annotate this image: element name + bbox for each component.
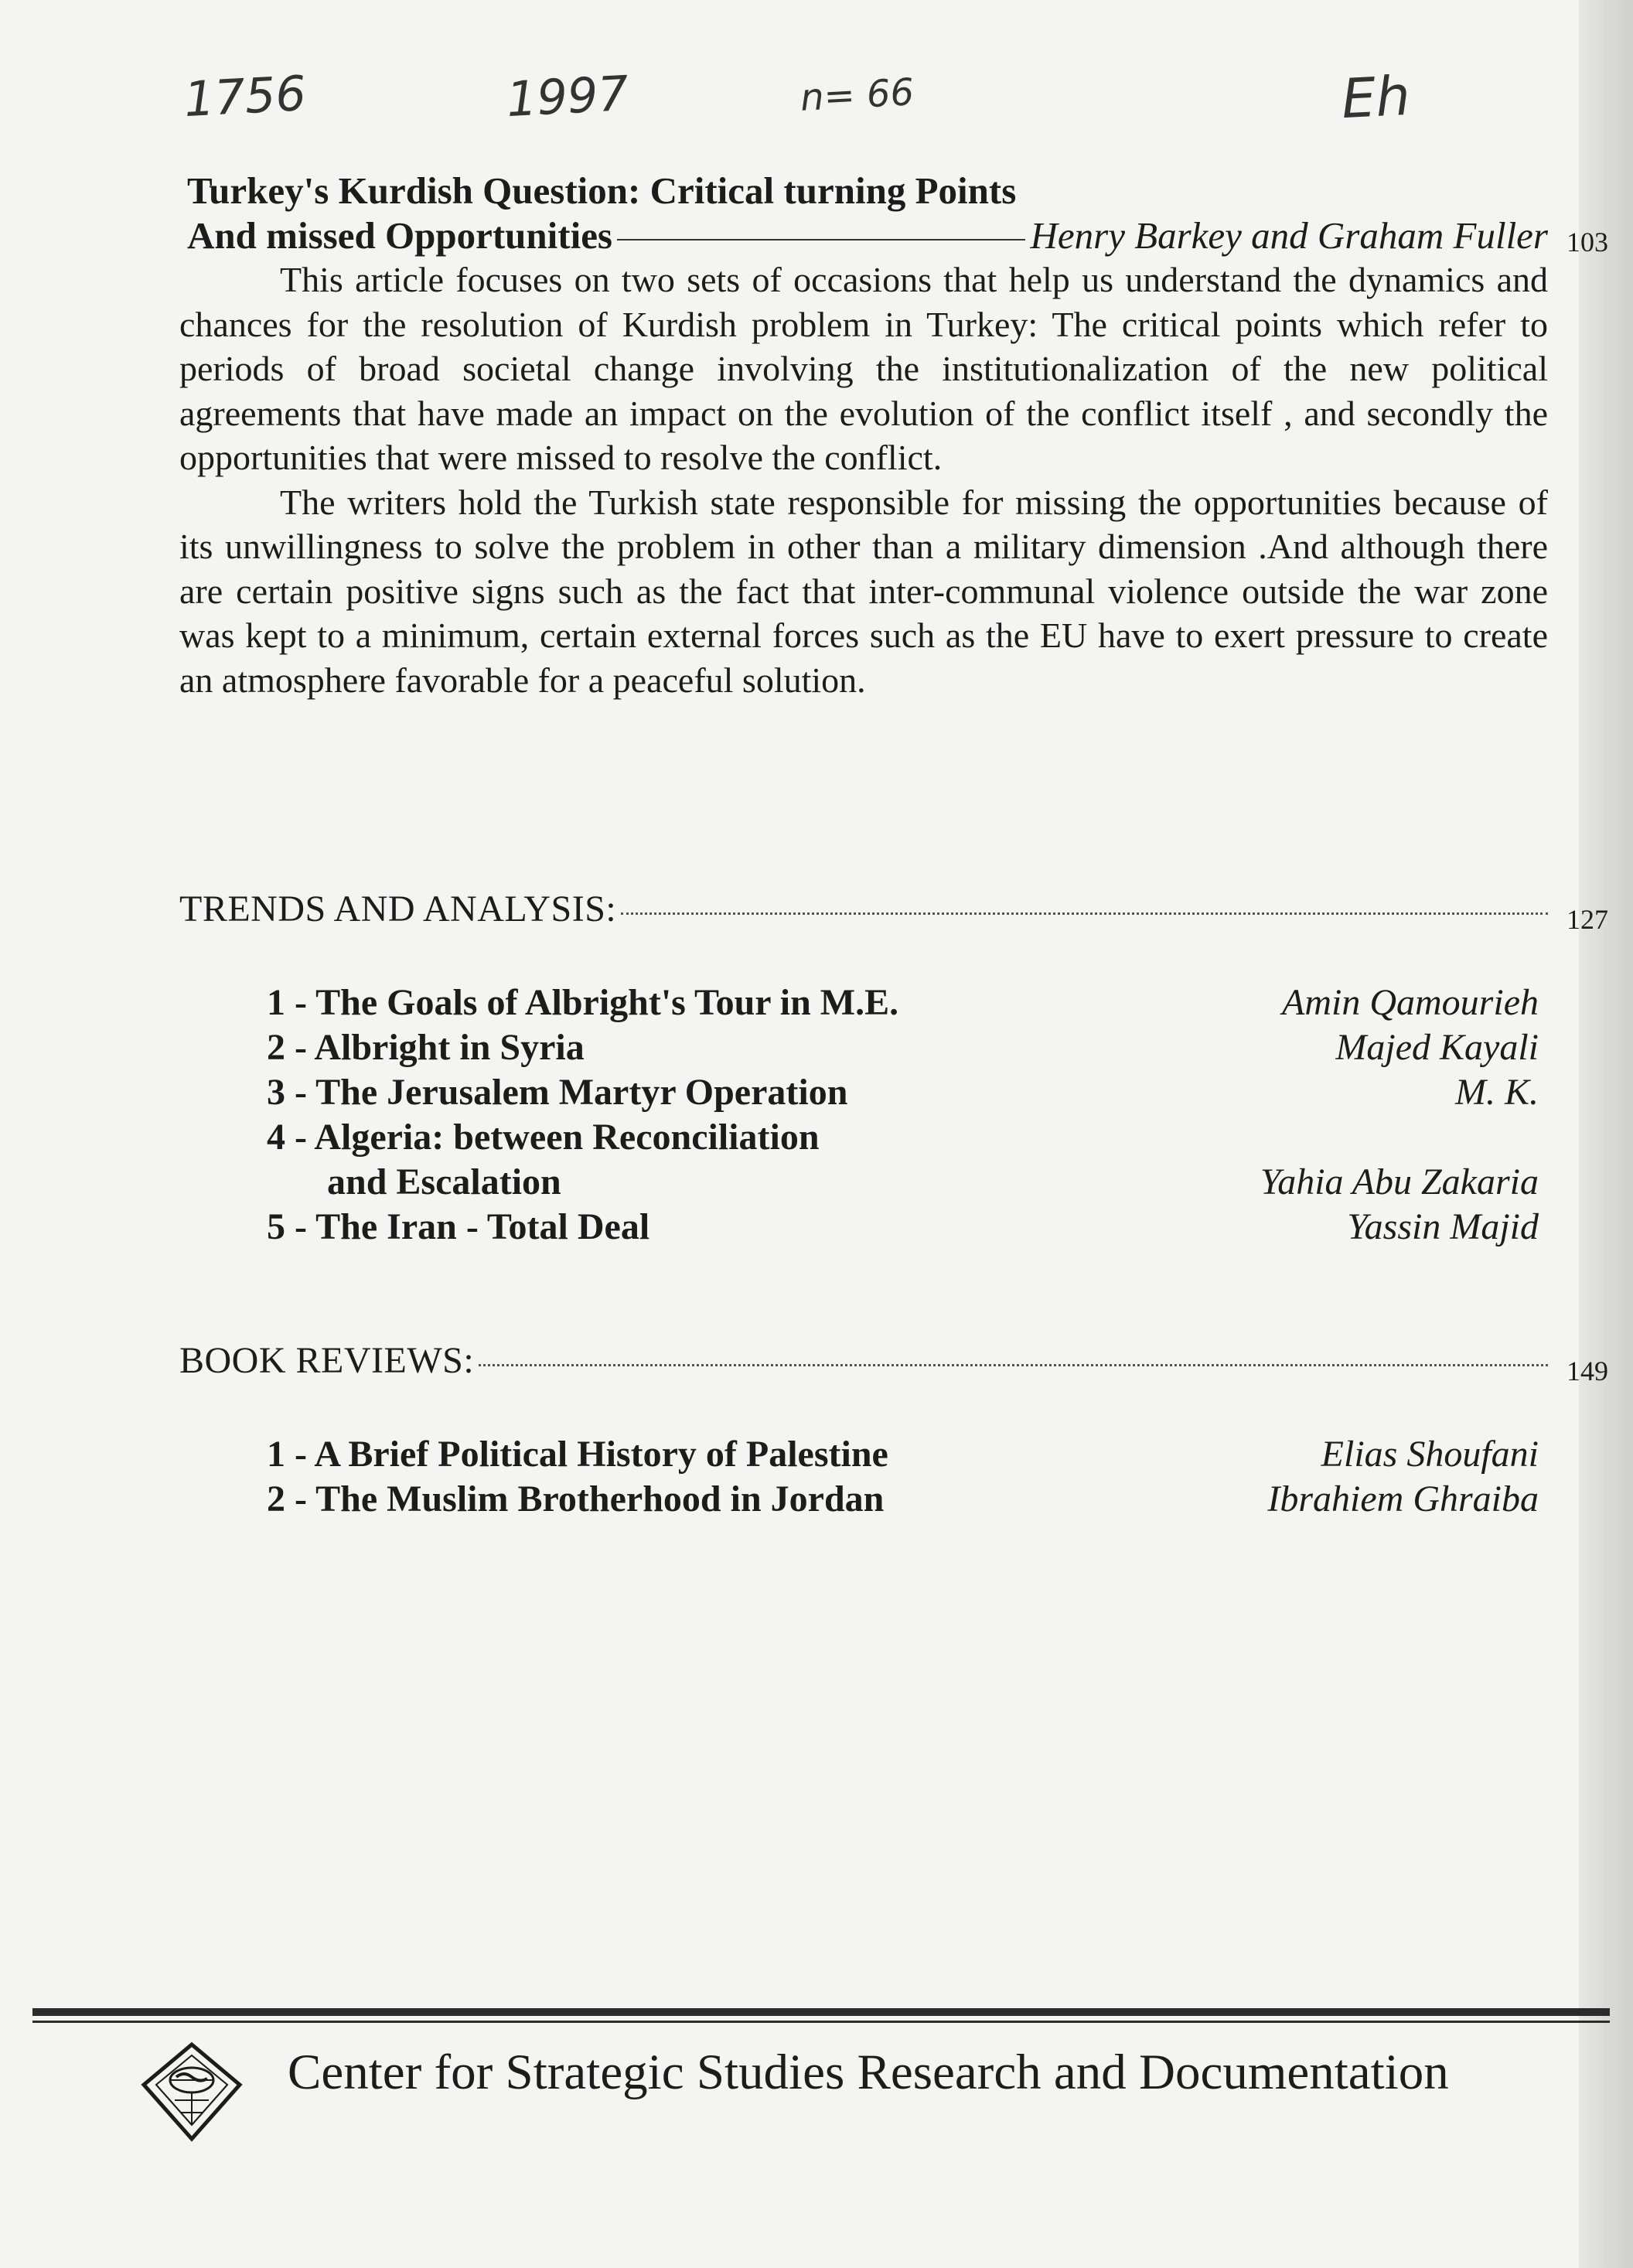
article-title-line2: And missed Opportunities [187,214,613,257]
article-title-line2-row [187,213,1548,258]
reviews-heading: BOOK REVIEWS: [179,1340,475,1381]
article-title [187,169,1548,258]
item-author: Amin Qamourieh [1282,982,1539,1023]
item-title: 1 - A Brief Political History of Palestine [267,1434,888,1475]
item-title-continuation: and Escalation [327,1161,561,1202]
leader-line [617,239,1025,240]
reviews-list [267,1432,1539,1522]
handwritten-note-2: 1997 [505,64,630,128]
article-page-number: 103 [1567,227,1608,257]
handwritten-note-3: n= 66 [799,70,915,120]
article-abstract [179,257,1548,702]
list-item [267,1070,1539,1115]
item-title: 1 - The Goals of Albright's Tour in M.E. [267,982,899,1023]
item-title: 2 - The Muslim Brotherhood in Jordan [267,1478,885,1519]
dotted-leader [621,912,1548,915]
page-edge-shadow [1579,0,1633,2268]
trends-heading-row [179,888,1548,930]
list-item [267,1205,1539,1250]
trends-page-number: 127 [1567,904,1608,935]
list-item [267,1025,1539,1070]
dotted-leader [479,1364,1548,1366]
handwritten-note-4: Eh [1339,63,1412,131]
globe-diamond-icon [141,2041,243,2142]
footer-rule-thin [32,2021,1610,2023]
item-author: Elias Shoufani [1321,1434,1539,1475]
list-item [267,1477,1539,1522]
reviews-page-number: 149 [1567,1356,1608,1386]
list-item [267,981,1539,1025]
handwritten-note-1: 1756 [182,64,308,128]
item-author: Majed Kayali [1335,1027,1539,1068]
reviews-heading-row [179,1339,1548,1382]
item-title: 2 - Albright in Syria [267,1027,585,1068]
item-title: 3 - The Jerusalem Martyr Operation [267,1072,848,1113]
trends-heading: TRENDS AND ANALYSIS: [179,888,617,929]
abstract-paragraph-1: This article focuses on two sets of occasions that help us understand the dynamics and chances for the resolution of Kurdish problem in Turkey: The critical points which refer to periods of broad societal change involving the institutionalization of the new political agreements that have made an impact on the evolution of the conflict itself , and secondly the opportunities that were missed to resolve the conflict. [179,260,1548,477]
footer-rule-thick [32,2008,1610,2016]
footer-org-name: Center for Strategic Studies Research and Documentation [288,2045,1449,2100]
item-author: Yahia Abu Zakaria [1260,1161,1539,1202]
item-author: Yassin Majid [1347,1206,1539,1247]
list-item [267,1432,1539,1477]
list-item [267,1160,1539,1205]
abstract-paragraph-2: The writers hold the Turkish state responsible for missing the opportunities because of its unwillingness to solve the problem in other than a military dimension .And although there are certain positive signs such as the fact that inter-communal violence outside the war zone was kept to a minimum, certain external forces such as the EU have to exert pressure to create an atmosphere favorable for a peaceful solution. [179,482,1548,700]
list-item [267,1115,1539,1160]
item-author: M. K. [1455,1072,1539,1113]
item-title: 4 - Algeria: between Reconciliation [267,1117,820,1158]
article-authors: Henry Barkey and Graham Fuller [1030,214,1548,257]
item-author: Ibrahiem Ghraiba [1267,1478,1539,1519]
article-title-line1: Turkey's Kurdish Question: Critical turning Points [187,169,1017,212]
item-title: 5 - The Iran - Total Deal [267,1206,650,1247]
trends-list [267,981,1539,1250]
